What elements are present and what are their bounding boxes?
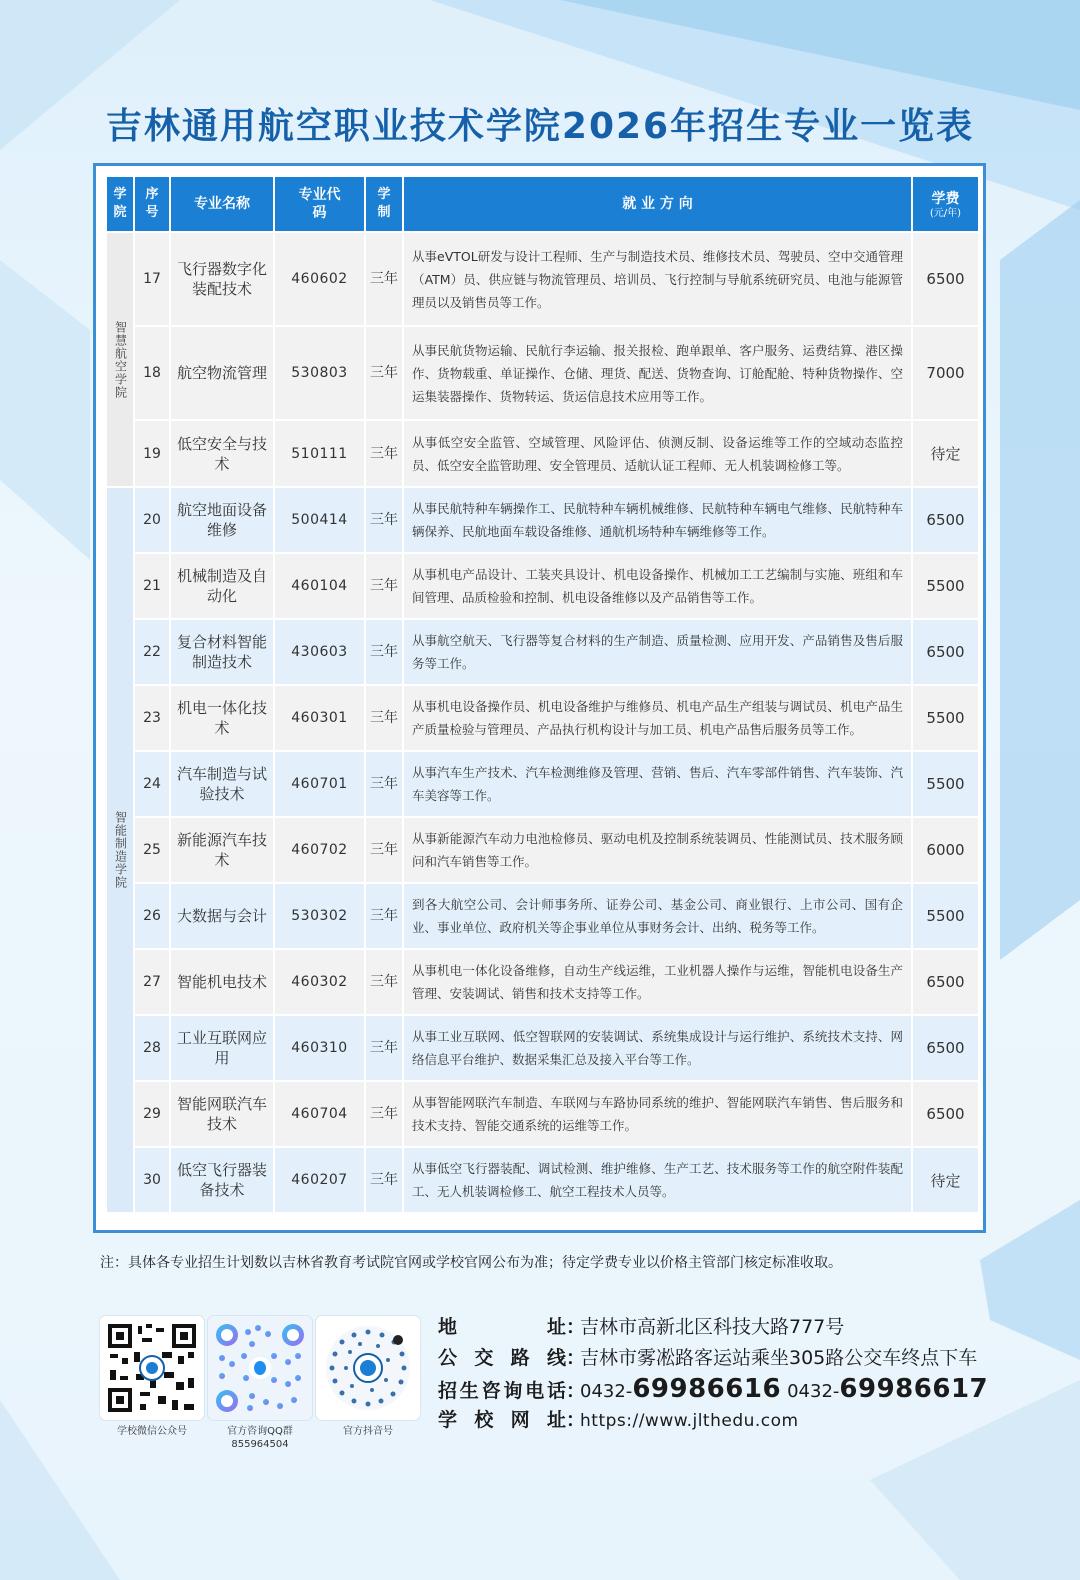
job-direction-cell: 从事智能网联汽车制造、车联网与车路协同系统的维护、智能网联汽车销售、售后服务和技术支持、智能交通系统的运维等工作。 (404, 1082, 911, 1146)
qr-caption-text: 官方咨询QQ群 (227, 1426, 293, 1437)
duration-cell: 三年 (366, 620, 402, 684)
header-name: 专业名称 (171, 177, 273, 231)
fee-cell: 待定 (913, 421, 978, 486)
seq-cell: 23 (135, 686, 169, 750)
major-name-cell: 智能机电技术 (171, 950, 273, 1014)
table-row (107, 686, 978, 750)
major-name-cell: 智能网联汽车技术 (171, 1082, 273, 1146)
job-direction-cell: 从事航空航天、飞行器等复合材料的生产制造、质量检测、应用开发、产品销售及售后服务等工作。 (404, 620, 911, 684)
bus-label: 公交路线 (438, 1347, 566, 1369)
fee-cell: 6500 (913, 620, 978, 684)
major-name-cell: 新能源汽车技术 (171, 818, 273, 882)
table-row (107, 233, 978, 325)
major-name-cell: 低空安全与技术 (171, 421, 273, 486)
major-code-cell: 460301 (275, 686, 364, 750)
duration-cell: 三年 (366, 950, 402, 1014)
seq-cell: 20 (135, 488, 169, 552)
job-direction-cell: 从事低空飞行器装配、调试检测、维护维修、生产工艺、技术服务等工作的航空附件装配工、无人机装调检修工、航空工程技术人员等。 (404, 1148, 911, 1212)
major-code-cell: 530302 (275, 884, 364, 948)
seq-cell: 25 (135, 818, 169, 882)
douyin-qr-icon[interactable] (316, 1316, 420, 1420)
page-title: 吉林通用航空职业技术学院2026年招生专业一览表 (105, 106, 975, 147)
table-row (107, 488, 978, 552)
phone2-prefix: 0432- (787, 1381, 840, 1402)
header-college: 学院 (107, 177, 133, 231)
phone2-number[interactable]: 69986617 (839, 1374, 989, 1404)
qq-group-number: 855964504 (231, 1439, 289, 1450)
major-code-cell: 530803 (275, 327, 364, 419)
table-row (107, 884, 978, 948)
college-cell: 智慧航空学院 (107, 233, 133, 486)
qr-wechat[interactable] (100, 1316, 204, 1438)
bus-row: 公交路线 ： 吉林市雾凇路客运站乘坐305路公交车终点下车 (438, 1343, 988, 1374)
fee-cell: 6500 (913, 950, 978, 1014)
website-link[interactable]: https://www.jlthedu.com (580, 1411, 799, 1431)
duration-cell: 三年 (366, 233, 402, 325)
major-name-cell: 航空物流管理 (171, 327, 273, 419)
seq-cell: 22 (135, 620, 169, 684)
majors-table-frame (93, 163, 986, 1233)
job-direction-cell: 从事机电产品设计、工装夹具设计、机电设备操作、机械加工工艺编制与实施、班组和车间管理、品质检验和控制、机电设备维修以及产品销售等工作。 (404, 554, 911, 618)
seq-cell: 21 (135, 554, 169, 618)
header-seq: 序号 (135, 177, 169, 231)
fee-cell: 5500 (913, 554, 978, 618)
web-row: 学校网址 ： https://www.jlthedu.com (438, 1405, 988, 1436)
fee-cell: 5500 (913, 884, 978, 948)
major-code-cell: 510111 (275, 421, 364, 486)
major-code-cell: 460104 (275, 554, 364, 618)
duration-cell: 三年 (366, 421, 402, 486)
table-row (107, 421, 978, 486)
duration-cell: 三年 (366, 327, 402, 419)
fee-cell: 5500 (913, 686, 978, 750)
table-row (107, 327, 978, 419)
qr-caption (208, 1425, 312, 1451)
job-direction-cell: 从事工业互联网、低空智联网的安装调试、系统集成设计与运行维护、系统技术支持、网络信息平台维护、数据采集汇总及接入平台等工作。 (404, 1016, 911, 1080)
duration-cell: 三年 (366, 1082, 402, 1146)
address-label: 地址 (438, 1316, 566, 1338)
qr-caption: 学校微信公众号 (117, 1426, 187, 1437)
seq-cell: 29 (135, 1082, 169, 1146)
major-code-cell: 500414 (275, 488, 364, 552)
major-code-cell: 460702 (275, 818, 364, 882)
seq-cell: 26 (135, 884, 169, 948)
wechat-qr-icon[interactable] (100, 1316, 204, 1420)
seq-cell: 30 (135, 1148, 169, 1212)
fee-cell: 5500 (913, 752, 978, 816)
major-code-cell: 460704 (275, 1082, 364, 1146)
major-code-cell: 430603 (275, 620, 364, 684)
major-name-cell: 飞行器数字化装配技术 (171, 233, 273, 325)
major-code-cell: 460207 (275, 1148, 364, 1212)
table-row (107, 1148, 978, 1212)
header-duration: 学制 (366, 177, 402, 231)
major-name-cell: 工业互联网应用 (171, 1016, 273, 1080)
major-code-cell: 460701 (275, 752, 364, 816)
job-direction-cell: 从事民航货物运输、民航行李运输、报关报检、跑单跟单、客户服务、运费结算、港区操作、货物载重、单证操作、仓储、理货、配送、货物查询、订舱配舱、特种货物操作、空运集装器操作、货物转运、货运信息技术应用等工作。 (404, 327, 911, 419)
job-direction-cell: 从事低空安全监管、空域管理、风险评估、侦测反制、设备运维等工作的空域动态监控员、低空安全监管助理、安全管理员、适航认证工程师、无人机装调检修工等。 (404, 421, 911, 486)
duration-cell: 三年 (366, 818, 402, 882)
table-row (107, 620, 978, 684)
seq-cell: 19 (135, 421, 169, 486)
phone-label: 招生咨询电话 (438, 1380, 566, 1402)
phone1-number[interactable]: 69986616 (632, 1374, 782, 1404)
duration-cell: 三年 (366, 554, 402, 618)
header-fee-unit: (元/年) (929, 207, 962, 219)
fee-cell: 6500 (913, 1082, 978, 1146)
header-job: 就 业 方 向 (404, 177, 911, 231)
bus-value: 吉林市雾凇路客运站乘坐305路公交车终点下车 (580, 1347, 978, 1369)
fee-cell: 6500 (913, 233, 978, 325)
header-fee-label: 学费 (931, 190, 960, 207)
qr-caption: 官方抖音号 (343, 1426, 393, 1437)
table-row (107, 1016, 978, 1080)
seq-cell: 24 (135, 752, 169, 816)
qr-douyin[interactable] (316, 1316, 420, 1438)
major-name-cell: 航空地面设备维修 (171, 488, 273, 552)
duration-cell: 三年 (366, 1016, 402, 1080)
qq-qr-icon[interactable] (208, 1316, 312, 1420)
header-code: 专业代码 (275, 177, 364, 231)
seq-cell: 18 (135, 327, 169, 419)
job-direction-cell: 从事机电一体化设备维修，自动生产线运维，工业机器人操作与运维，智能机电设备生产管理、安装调试、销售和技术支持等工作。 (404, 950, 911, 1014)
duration-cell: 三年 (366, 488, 402, 552)
major-name-cell: 汽车制造与试验技术 (171, 752, 273, 816)
qr-qq[interactable] (208, 1316, 312, 1451)
job-direction-cell: 从事新能源汽车动力电池检修员、驱动电机及控制系统装调员、性能测试员、技术服务顾问和汽车销售等工作。 (404, 818, 911, 882)
address-value: 吉林市高新北区科技大路777号 (580, 1316, 845, 1338)
table-row (107, 554, 978, 618)
major-name-cell: 机械制造及自动化 (171, 554, 273, 618)
job-direction-cell: 从事机电设备操作员、机电设备维护与维修员、机电产品生产组装与调试员、机电产品生产质量检验与管理员、产品执行机构设计与加工员、机电产品售后服务员等工作。 (404, 686, 911, 750)
table-header-row (107, 177, 978, 231)
header-fee (913, 177, 978, 231)
seq-cell: 27 (135, 950, 169, 1014)
fee-cell: 7000 (913, 327, 978, 419)
table-row (107, 950, 978, 1014)
table-row (107, 752, 978, 816)
college-cell: 智能制造学院 (107, 488, 133, 1212)
duration-cell: 三年 (366, 1148, 402, 1212)
job-direction-cell: 到各大航空公司、会计师事务所、证券公司、基金公司、商业银行、上市公司、国有企业、事业单位、政府机关等企事业单位从事财务会计、出纳、税务等工作。 (404, 884, 911, 948)
duration-cell: 三年 (366, 752, 402, 816)
footnote: 注：具体各专业招生计划数以吉林省教育考试院官网或学校官网公布为准；待定学费专业以价格主管部门核定标准收取。 (100, 1255, 842, 1271)
table-row (107, 818, 978, 882)
major-name-cell: 机电一体化技术 (171, 686, 273, 750)
address-row: 地址 ： 吉林市高新北区科技大路777号 (438, 1312, 988, 1343)
seq-cell: 28 (135, 1016, 169, 1080)
job-direction-cell: 从事eVTOL研发与设计工程师、生产与制造技术员、维修技术员、驾驶员、空中交通管理（ATM）员、供应链与物流管理员、培训员、飞行控制与导航系统研究员、电池与能源管理员以及销售员等工作。 (404, 233, 911, 325)
contact-info (438, 1312, 988, 1436)
fee-cell: 6000 (913, 818, 978, 882)
majors-table (105, 175, 980, 1214)
job-direction-cell: 从事汽车生产技术、汽车检测维修及管理、营销、售后、汽车零部件销售、汽车装饰、汽车美容等工作。 (404, 752, 911, 816)
major-code-cell: 460310 (275, 1016, 364, 1080)
job-direction-cell: 从事民航特种车辆操作工、民航特种车辆机械维修、民航特种车辆电气维修、民航特种车辆保养、民航地面车载设备维修、通航机场特种车辆维修等工作。 (404, 488, 911, 552)
duration-cell: 三年 (366, 884, 402, 948)
duration-cell: 三年 (366, 686, 402, 750)
fee-cell: 6500 (913, 1016, 978, 1080)
major-name-cell: 复合材料智能制造技术 (171, 620, 273, 684)
major-code-cell: 460302 (275, 950, 364, 1014)
phone1-prefix: 0432- (580, 1381, 633, 1402)
major-name-cell: 大数据与会计 (171, 884, 273, 948)
phone-row: 招生咨询电话 ： 0432-69986616 0432-69986617 (438, 1374, 989, 1404)
web-label: 学校网址 (438, 1409, 566, 1431)
major-name-cell: 低空飞行器装备技术 (171, 1148, 273, 1212)
table-row (107, 1082, 978, 1146)
fee-cell: 6500 (913, 488, 978, 552)
major-code-cell: 460602 (275, 233, 364, 325)
fee-cell: 待定 (913, 1148, 978, 1212)
seq-cell: 17 (135, 233, 169, 325)
